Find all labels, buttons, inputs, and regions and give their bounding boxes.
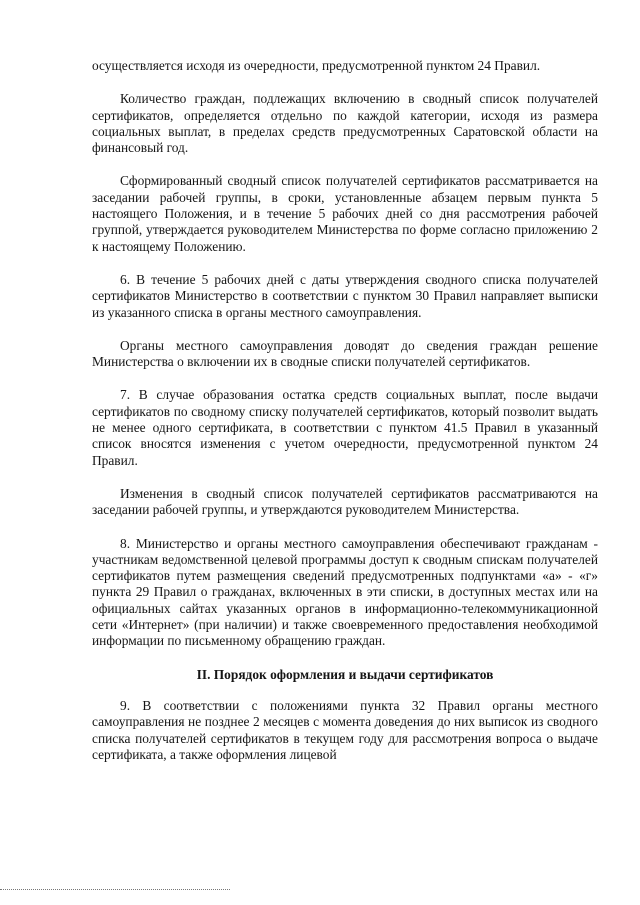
paragraph-item-6: 6. В течение 5 рабочих дней с даты утверждения сводного списка получателей сертификатов Министерство в соответствии с пунктом 30 Правил направляет выписки из указанного списка в органы местного самоуправления. [92,271,598,320]
paragraph-item-8: 8. Министерство и органы местного самоуправления обеспечивают гражданам - участникам ведомственной целевой программы доступ к сводным спискам получателей сертификатов путем размещения сведений предусмотренных подпунктами «а» - «г» пункта 29 Правил о гражданах, включенных в эти списки, в доступных местах или на официальных сайтах указанных органов в информационно-телекоммуникационной сети «Интернет» (при наличии) и также своевременного предоставления необходимой информации по письменному обращению граждан. [92,535,598,649]
paragraph-citizen-count: Количество граждан, подлежащих включению в сводный список получателей сертификатов, определяется отдельно по каждой категории, исходя из размера социальных выплат, в пределах средств предусмотренных Саратовской области на финансовый год. [92,91,598,156]
document-body [92,58,598,780]
paragraph-item-9: 9. В соответствии с положениями пункта 32 Правил органы местного самоуправления не позднее 2 месяцев с момента доведения до них выписок из сводного списка получателей сертификатов в текущем году для рассмотрения вопроса о выдаче сертификата, а также оформления лицевой [92,697,598,762]
paragraph-local-authorities: Органы местного самоуправления доводят до сведения граждан решение Министерства о включении их в сводные списки получателей сертификатов. [92,337,598,370]
paragraph-list-review: Сформированный сводный список получателей сертификатов рассматривается на заседании рабочей группы, в сроки, установленные абзацем первым пункта 5 настоящего Положения, и в течение 5 рабочих дней со дня рассмотрения рабочей группой, утверждается руководителем Министерства по форме согласно приложению 2 к настоящему Положению. [92,173,598,254]
section-heading: II. Порядок оформления и выдачи сертификатов [196,666,494,682]
page-bottom-rule [0,889,230,890]
paragraph-list-changes: Изменения в сводный список получателей сертификатов рассматриваются на заседании рабочей группы, и утверждаются руководителем Министерства. [92,485,598,518]
paragraph-item-7: 7. В случае образования остатка средств социальных выплат, после выдачи сертификатов по сводному списку получателей сертификатов, который позволит выдать не менее одного сертификата, в соответствии с пунктом 41.5 Правил в указанный список вносятся изменения с учетом очередности, предусмотренной пунктом 24 Правил. [92,387,598,468]
paragraph-continuation: осуществляется исходя из очередности, предусмотренной пунктом 24 Правил. [92,58,541,73]
